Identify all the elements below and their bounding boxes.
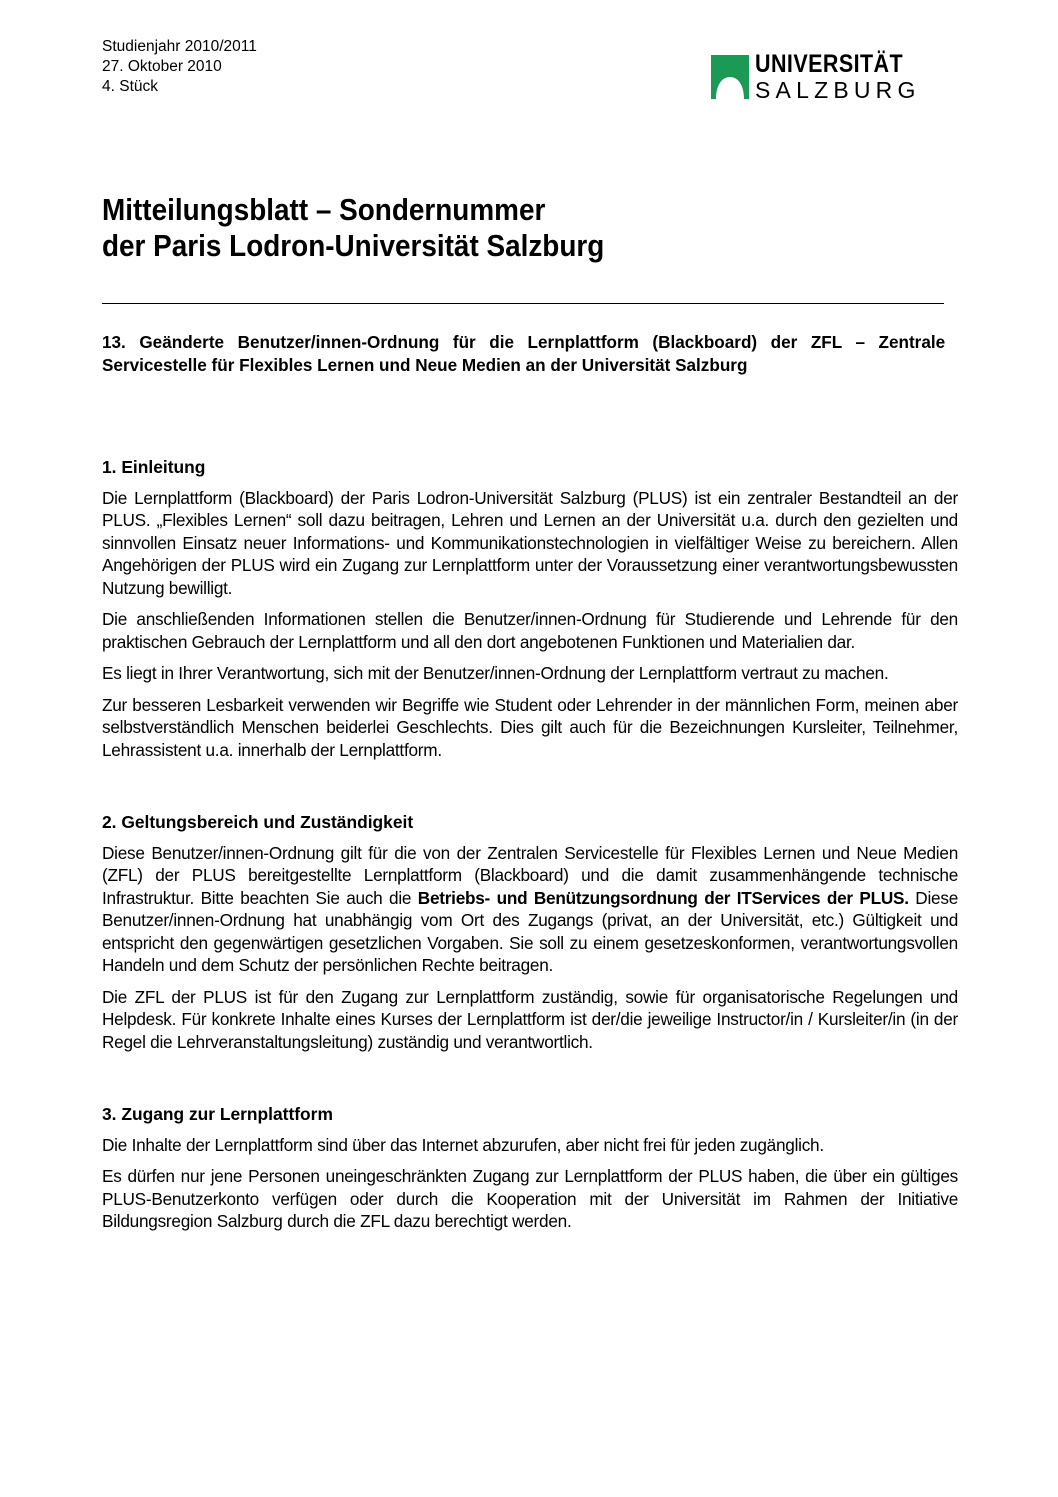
document-body [102, 331, 958, 1233]
paragraph: Die anschließenden Informationen stellen die Benutzer/innen-Ordnung für Studierende und Lehrende für den praktischen Gebrauch der Lernplattform und all den dort angebotenen Funktionen und Materialien dar. [102, 609, 958, 652]
section-heading: 3. Zugang zur Lernplattform [102, 1104, 333, 1124]
issue-info [102, 37, 257, 97]
page-title [102, 192, 604, 264]
paragraph: Es dürfen nur jene Personen uneingeschränkten Zugang zur Lernplattform der PLUS haben, die über ein gültiges PLUS-Benutzerkonto verfügen oder durch die Kooperation mit der Universität im Rahmen der Initiative Bildungsregion Salzburg durch die ZFL dazu berechtigt werden. [102, 1166, 958, 1231]
paragraph: Es liegt in Ihrer Verantwortung, sich mit der Benutzer/innen-Ordnung der Lernplattform vertraut zu machen. [102, 663, 889, 683]
paragraph: Die Lernplattform (Blackboard) der Paris Lodron-Universität Salzburg (PLUS) ist ein zentraler Bestandteil an der PLUS. „Flexibles Lernen“ soll dazu beitragen, Lehren und Lernen an der Universität u.a. durch den gezielten und sinnvollen Einsatz neuer Informations- und Kommunikationstechnologien in vielfältiger Weise zu bereichern. Allen Angehörigen der PLUS wird ein Zugang zur Lernplattform unter der Voraussetzung einer verantwortungsbewussten Nutzung bewilligt. [102, 487, 958, 598]
paragraph-text: Diese Benutzer/innen-Ordnung gilt für die von der Zentralen Servicestelle für Flexibles Lernen und Neue Medien (ZFL) der PLUS bereitgestellte Lernplattform (Blackboard) und die damit zusammenhängende technische Infrastruktur. Bitte beachten Sie auch die [102, 842, 958, 908]
paragraph [102, 842, 958, 977]
it-services-regulation-reference: Betriebs- und Benützungsordnung der ITServices der PLUS. [417, 887, 909, 908]
paragraph-text: Diese Benutzer/innen-Ordnung hat unabhängig vom Ort des Zugangs (privat, an der Universität, etc.) Gültigkeit und entspricht den gegenwärtigen gesetzlichen Vorgaben. Sie soll zu einem gesetzeskonformen, verantwortungsvollen Handeln und dem Schutz der persönlichen Rechte beitragen. [102, 887, 958, 975]
university-arch-icon [711, 55, 749, 99]
title-line-2: der Paris Lodron-Universität Salzburg [102, 228, 605, 263]
section-heading: 2. Geltungsbereich und Zuständigkeit [102, 812, 414, 832]
paragraph: Die Inhalte der Lernplattform sind über das Internet abzurufen, aber nicht frei für jeden zugänglich. [102, 1134, 824, 1155]
document-subject: 13. Geänderte Benutzer/innen-Ordnung für die Lernplattform (Blackboard) der ZFL – Zentrale Servicestelle für Flexibles Lernen und Neue Medien an der Universität Salzburg [102, 332, 946, 375]
university-logo [711, 50, 921, 103]
logo-text-universitaet: UNIVERSITÄT [755, 50, 904, 78]
section-einleitung [102, 456, 958, 761]
title-divider [102, 303, 944, 304]
paragraph: Zur besseren Lesbarkeit verwenden wir Begriffe wie Student oder Lehrender in der männlichen Form, meinen aber selbstverständlich Menschen beiderlei Geschlechts. Dies gilt auch für die Bezeichnungen Kursleiter, Teilnehmer, Lehrassistent u.a. innerhalb der Lernplattform. [102, 694, 958, 760]
issue-number: 4. Stück [102, 78, 158, 95]
issue-date: 27. Oktober 2010 [102, 58, 222, 75]
section-zugang [102, 1103, 958, 1233]
section-heading: 1. Einleitung [102, 457, 206, 477]
section-geltungsbereich [102, 811, 958, 1053]
title-line-1: Mitteilungsblatt – Sondernummer [102, 192, 546, 227]
academic-year: Studienjahr 2010/2011 [102, 38, 257, 55]
logo-text-salzburg: SALZBURG [755, 77, 921, 103]
paragraph: Die ZFL der PLUS ist für den Zugang zur Lernplattform zuständig, sowie für organisatorische Regelungen und Helpdesk. Für konkrete Inhalte eines Kurses der Lernplattform ist der/die jeweilige Instructor/in / Kursleiter/in (in der Regel die Lehrveranstaltungsleitung) zuständig und verantwortlich. [102, 986, 958, 1052]
